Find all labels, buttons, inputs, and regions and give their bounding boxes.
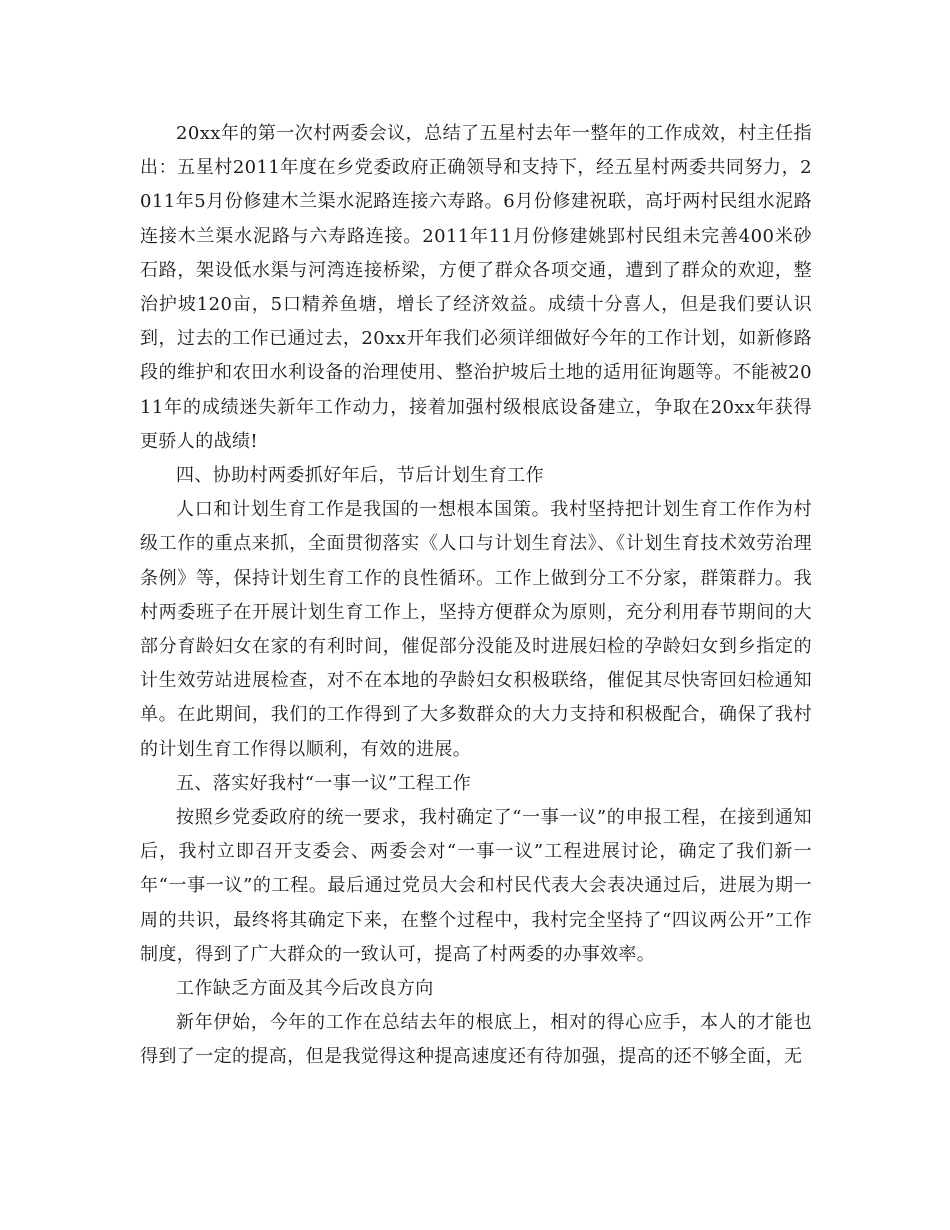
section-heading-shortcomings: 工作缺乏方面及其今后改良方向 <box>176 978 434 1000</box>
paragraph-one-matter-one-discussion: 按照乡党委政府的统一要求，我村确定了“一事一议”的申报工程，在接到通知后，我村立即召开支委会、两委会对“一事一议”工程进展讨论，确定了我们新一年“一事一议”的工程。最后通过党员大会和村民代表大会表决通过后，进展为期一周的共识，最终将其确定下来，在整个过程中，我村完全坚持了“四议两公开”工作制度，得到了广大群众的一致认可，提高了村两委的办事效率。 <box>140 807 812 965</box>
paragraph-village-meeting-summary: 20xx年的第一次村两委会议，总结了五星村去年一整年的工作成效，村主任指出：五星村2011年度在乡党委政府正确领导和支持下，经五星村两委共同努力，2011年5月份修建木兰渠水泥路连接六寿路。6月份修建祝联，高圩两村民组水泥路连接木兰渠水泥路与六寿路连接。2011年11月份修建姚郢村民组未完善400米砂石路，架设低水渠与河湾连接桥梁，方便了群众各项交通，遭到了群众的欢迎，整治护坡120亩，5口精养鱼塘，增长了经济效益。成绩十分喜人，但是我们要认识到，过去的工作已通过去，20xx开年我们必须详细做好今年的工作计划，如新修路段的维护和农田水利设备的治理使用、整治护坡后土地的适用征询题等。不能被2011年的成绩迷失新年工作动力，接着加强村级根底设备建立，争取在20xx年获得更骄人的战绩! <box>140 123 812 452</box>
document-body <box>140 117 812 1075</box>
section-heading-family-planning: 四、协助村两委抓好年后，节后计划生育工作 <box>176 465 544 487</box>
section-heading-one-matter-one-discussion: 五、落实好我村“一事一议”工程工作 <box>176 772 472 794</box>
paragraph-family-planning: 人口和计划生育工作是我国的一想根本国策。我村坚持把计划生育工作作为村级工作的重点来抓，全面贯彻落实《人口与计划生育法》、《计划生育技术效劳治理条例》等，保持计划生育工作的良性循环。工作上做到分工不分家，群策群力。我村两委班子在开展计划生育工作上，坚持方便群众为原则，充分利用春节期间的大部分育龄妇女在家的有利时间，催促部分没能及时进展妇检的孕龄妇女到乡指定的计生效劳站进展检查，对不在本地的孕龄妇女积极联络，催促其尽快寄回妇检通知单。在此期间，我们的工作得到了大多数群众的大力支持和积极配合，确保了我村的计划生育工作得以顺利，有效的进展。 <box>140 499 812 760</box>
paragraph-shortcomings: 新年伊始，今年的工作在总结去年的根底上，相对的得心应手，本人的才能也得到了一定的提高，但是我觉得这种提高速度还有待加强，提高的还不够全面，无 <box>140 1012 812 1068</box>
